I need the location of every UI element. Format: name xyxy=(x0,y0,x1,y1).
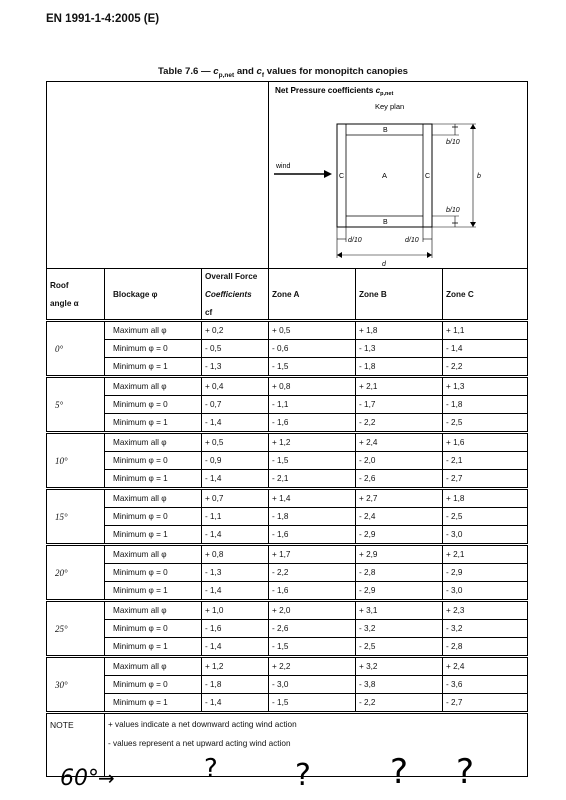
zone-b-cell: - 2,0 xyxy=(356,452,443,470)
zone-c-cell: - 2,9 xyxy=(443,564,528,582)
overall-force-cell: - 1,4 xyxy=(202,470,269,489)
angle-group xyxy=(47,489,528,545)
table-row xyxy=(47,638,528,657)
angle-group xyxy=(47,545,528,601)
zone-c-cell: - 3,6 xyxy=(443,676,528,694)
table-row xyxy=(47,564,528,582)
zone-a-cell: - 1,5 xyxy=(269,452,356,470)
overall-force-cell: - 0,5 xyxy=(202,340,269,358)
note-line-negative: - values represent a net upward acting wind action xyxy=(108,739,291,748)
blockage-cell: Minimum φ = 0 xyxy=(105,340,202,358)
zone-a-cell: - 1,8 xyxy=(269,508,356,526)
blockage-cell: Minimum φ = 0 xyxy=(105,452,202,470)
table-row xyxy=(47,340,528,358)
zone-b-cell: - 2,5 xyxy=(356,638,443,657)
handwritten-arrow: → xyxy=(98,766,115,790)
overall-force-cell: + 0,2 xyxy=(202,321,269,340)
blockage-cell: Maximum all φ xyxy=(105,657,202,676)
col-header-zone-b: Zone B xyxy=(356,269,443,321)
overall-force-cell: + 0,5 xyxy=(202,433,269,452)
zone-a-cell: + 2,0 xyxy=(269,601,356,620)
zone-b-top-label: B xyxy=(383,127,388,134)
table-caption: Table 7.6 — $c_{p,net}$ and $c_f$ values for monopitch canopies xyxy=(158,66,408,79)
note-line-positive: + values indicate a net downward acting wind action xyxy=(108,720,297,729)
zone-a-cell: - 0,6 xyxy=(269,340,356,358)
overall-force-cell: - 1,4 xyxy=(202,526,269,545)
zone-a-cell: + 0,5 xyxy=(269,321,356,340)
table-row xyxy=(47,508,528,526)
angle-group xyxy=(47,321,528,377)
zone-a-cell: + 1,7 xyxy=(269,545,356,564)
blockage-cell: Minimum φ = 0 xyxy=(105,564,202,582)
dim-b10-top-label: b/10 xyxy=(446,139,460,146)
zone-a-label: A xyxy=(382,171,388,180)
dim-d10-left-label: d/10 xyxy=(348,237,362,244)
zone-a-cell: + 2,2 xyxy=(269,657,356,676)
zone-c-cell: - 2,7 xyxy=(443,470,528,489)
col-header-zone-c: Zone C xyxy=(443,269,528,321)
zone-c-cell: + 1,1 xyxy=(443,321,528,340)
table-row xyxy=(47,321,528,340)
overall-force-cell: - 1,3 xyxy=(202,358,269,377)
blockage-cell: Maximum all φ xyxy=(105,545,202,564)
zone-b-cell: + 2,9 xyxy=(356,545,443,564)
angle-group xyxy=(47,601,528,657)
zone-b-cell: - 2,8 xyxy=(356,564,443,582)
key-plan-title: Net Pressure coefficients $c_{p,net}$ xyxy=(275,86,394,97)
zone-b-cell: - 1,7 xyxy=(356,396,443,414)
overall-force-cell: - 0,7 xyxy=(202,396,269,414)
zone-b-cell: + 2,7 xyxy=(356,489,443,508)
handwritten-question-mark-2: ? xyxy=(295,758,311,793)
blockage-cell: Maximum all φ xyxy=(105,489,202,508)
zone-a-cell: - 2,2 xyxy=(269,564,356,582)
blockage-cell: Minimum φ = 1 xyxy=(105,694,202,713)
zone-c-cell: - 2,1 xyxy=(443,452,528,470)
overall-force-cell: + 1,0 xyxy=(202,601,269,620)
dim-b-label: b xyxy=(477,173,481,180)
handwritten-question-mark-3: ? xyxy=(390,752,409,792)
table-row xyxy=(47,657,528,676)
blockage-cell: Maximum all φ xyxy=(105,321,202,340)
zone-b-cell: - 2,6 xyxy=(356,470,443,489)
col-header-blockage: Blockage φ xyxy=(105,269,202,321)
zone-c-cell: - 2,7 xyxy=(443,694,528,713)
blockage-cell: Minimum φ = 0 xyxy=(105,396,202,414)
overall-force-cell: - 1,3 xyxy=(202,564,269,582)
zone-a-cell: - 1,6 xyxy=(269,414,356,433)
blockage-cell: Minimum φ = 1 xyxy=(105,638,202,657)
roof-angle-cell: 30° xyxy=(47,657,105,713)
blockage-cell: Maximum all φ xyxy=(105,377,202,396)
zone-b-cell: - 3,8 xyxy=(356,676,443,694)
zone-c-cell: + 2,3 xyxy=(443,601,528,620)
roof-angle-cell: 0° xyxy=(47,321,105,377)
zone-a-cell: - 1,1 xyxy=(269,396,356,414)
zone-b-cell: - 2,9 xyxy=(356,526,443,545)
roof-angle-cell: 20° xyxy=(47,545,105,601)
zone-b-cell: - 3,2 xyxy=(356,620,443,638)
zone-b-bottom-label: B xyxy=(383,219,388,226)
zone-b-cell: + 3,1 xyxy=(356,601,443,620)
table-row xyxy=(47,620,528,638)
overall-force-cell: + 0,8 xyxy=(202,545,269,564)
table-row xyxy=(47,489,528,508)
zone-c-cell: + 1,3 xyxy=(443,377,528,396)
overall-force-cell: - 1,4 xyxy=(202,414,269,433)
overall-force-cell: - 1,8 xyxy=(202,676,269,694)
table-row xyxy=(47,470,528,489)
zone-b-cell: - 2,2 xyxy=(356,694,443,713)
col-header-roof-angle: Roof angle α xyxy=(47,269,105,321)
zone-a-cell: + 1,2 xyxy=(269,433,356,452)
zone-c-cell: - 3,2 xyxy=(443,620,528,638)
zone-b-cell: - 1,3 xyxy=(356,340,443,358)
overall-force-cell: + 1,2 xyxy=(202,657,269,676)
zone-c-cell: + 1,6 xyxy=(443,433,528,452)
blockage-cell: Minimum φ = 1 xyxy=(105,358,202,377)
overall-force-cell: - 0,9 xyxy=(202,452,269,470)
angle-group xyxy=(47,433,528,489)
zone-a-cell: - 1,5 xyxy=(269,694,356,713)
zone-c-cell: - 3,0 xyxy=(443,582,528,601)
table-row xyxy=(47,545,528,564)
zone-c-cell: - 2,5 xyxy=(443,414,528,433)
overall-force-cell: + 0,7 xyxy=(202,489,269,508)
angle-group xyxy=(47,657,528,713)
key-plan-diagram xyxy=(269,82,527,268)
zone-b-cell: - 1,8 xyxy=(356,358,443,377)
zone-b-cell: - 2,2 xyxy=(356,414,443,433)
blockage-cell: Minimum φ = 0 xyxy=(105,508,202,526)
roof-angle-cell: 10° xyxy=(47,433,105,489)
zone-c-cell: - 1,8 xyxy=(443,396,528,414)
dim-d-label: d xyxy=(382,261,386,268)
overall-force-cell: - 1,4 xyxy=(202,638,269,657)
blockage-cell: Minimum φ = 0 xyxy=(105,676,202,694)
handwritten-60-degrees: 60° xyxy=(60,766,99,791)
zone-a-cell: - 1,5 xyxy=(269,638,356,657)
col-header-zone-a: Zone A xyxy=(269,269,356,321)
table-row xyxy=(47,526,528,545)
zone-a-cell: - 2,6 xyxy=(269,620,356,638)
table-row xyxy=(47,433,528,452)
blockage-cell: Minimum φ = 1 xyxy=(105,470,202,489)
table-row xyxy=(47,396,528,414)
dim-b10-bottom-label: b/10 xyxy=(446,207,460,214)
zone-c-cell: + 1,8 xyxy=(443,489,528,508)
overall-force-cell: - 1,1 xyxy=(202,508,269,526)
zone-c-cell: - 1,4 xyxy=(443,340,528,358)
blockage-cell: Minimum φ = 1 xyxy=(105,414,202,433)
overall-force-cell: - 1,4 xyxy=(202,694,269,713)
dim-d10-right-label: d/10 xyxy=(405,237,419,244)
table-row xyxy=(47,358,528,377)
zone-b-cell: + 1,8 xyxy=(356,321,443,340)
monopitch-canopy-table xyxy=(46,81,528,777)
zone-c-cell: - 2,5 xyxy=(443,508,528,526)
table-row xyxy=(47,452,528,470)
zone-c-cell: + 2,4 xyxy=(443,657,528,676)
zone-a-cell: - 2,1 xyxy=(269,470,356,489)
table-row xyxy=(47,601,528,620)
wind-label: wind xyxy=(276,163,291,170)
zone-b-cell: + 2,4 xyxy=(356,433,443,452)
col-header-overall-force: Overall Force Coefficients cf xyxy=(202,269,269,321)
handwritten-question-mark-4: ? xyxy=(456,752,475,792)
zone-c-cell: + 2,1 xyxy=(443,545,528,564)
zone-c-cell: - 2,8 xyxy=(443,638,528,657)
blank-header-cell xyxy=(47,82,269,269)
blockage-cell: Maximum all φ xyxy=(105,601,202,620)
zone-c-left-label: C xyxy=(339,173,345,180)
zone-c-cell: - 2,2 xyxy=(443,358,528,377)
zone-a-cell: - 1,6 xyxy=(269,526,356,545)
table-row xyxy=(47,694,528,713)
zone-b-cell: - 2,9 xyxy=(356,582,443,601)
overall-force-cell: + 0,4 xyxy=(202,377,269,396)
key-plan-subtitle: Key plan xyxy=(375,102,405,111)
zone-b-cell: + 3,2 xyxy=(356,657,443,676)
table-row xyxy=(47,377,528,396)
blockage-cell: Minimum φ = 1 xyxy=(105,526,202,545)
overall-force-cell: - 1,4 xyxy=(202,582,269,601)
document-header: EN 1991-1-4:2005 (E) xyxy=(46,13,160,25)
zone-b-cell: - 2,4 xyxy=(356,508,443,526)
zone-a-cell: - 3,0 xyxy=(269,676,356,694)
handwritten-question-mark-1: ? xyxy=(204,754,218,784)
blockage-cell: Minimum φ = 0 xyxy=(105,620,202,638)
handwritten-annotations xyxy=(0,735,566,800)
table-row xyxy=(47,414,528,433)
zone-c-right-label: C xyxy=(425,173,431,180)
zone-a-cell: + 1,4 xyxy=(269,489,356,508)
zone-a-cell: - 1,6 xyxy=(269,582,356,601)
blockage-cell: Maximum all φ xyxy=(105,433,202,452)
roof-angle-cell: 15° xyxy=(47,489,105,545)
roof-angle-cell: 5° xyxy=(47,377,105,433)
angle-group xyxy=(47,377,528,433)
overall-force-cell: - 1,6 xyxy=(202,620,269,638)
zone-c-cell: - 3,0 xyxy=(443,526,528,545)
roof-angle-cell: 25° xyxy=(47,601,105,657)
zone-b-cell: + 2,1 xyxy=(356,377,443,396)
blockage-cell: Minimum φ = 1 xyxy=(105,582,202,601)
zone-a-cell: + 0,8 xyxy=(269,377,356,396)
note-label: NOTE xyxy=(47,713,105,777)
table-row xyxy=(47,676,528,694)
table-row xyxy=(47,582,528,601)
zone-a-cell: - 1,5 xyxy=(269,358,356,377)
wind-arrow-head xyxy=(324,170,332,178)
key-plan-cell xyxy=(269,82,528,269)
